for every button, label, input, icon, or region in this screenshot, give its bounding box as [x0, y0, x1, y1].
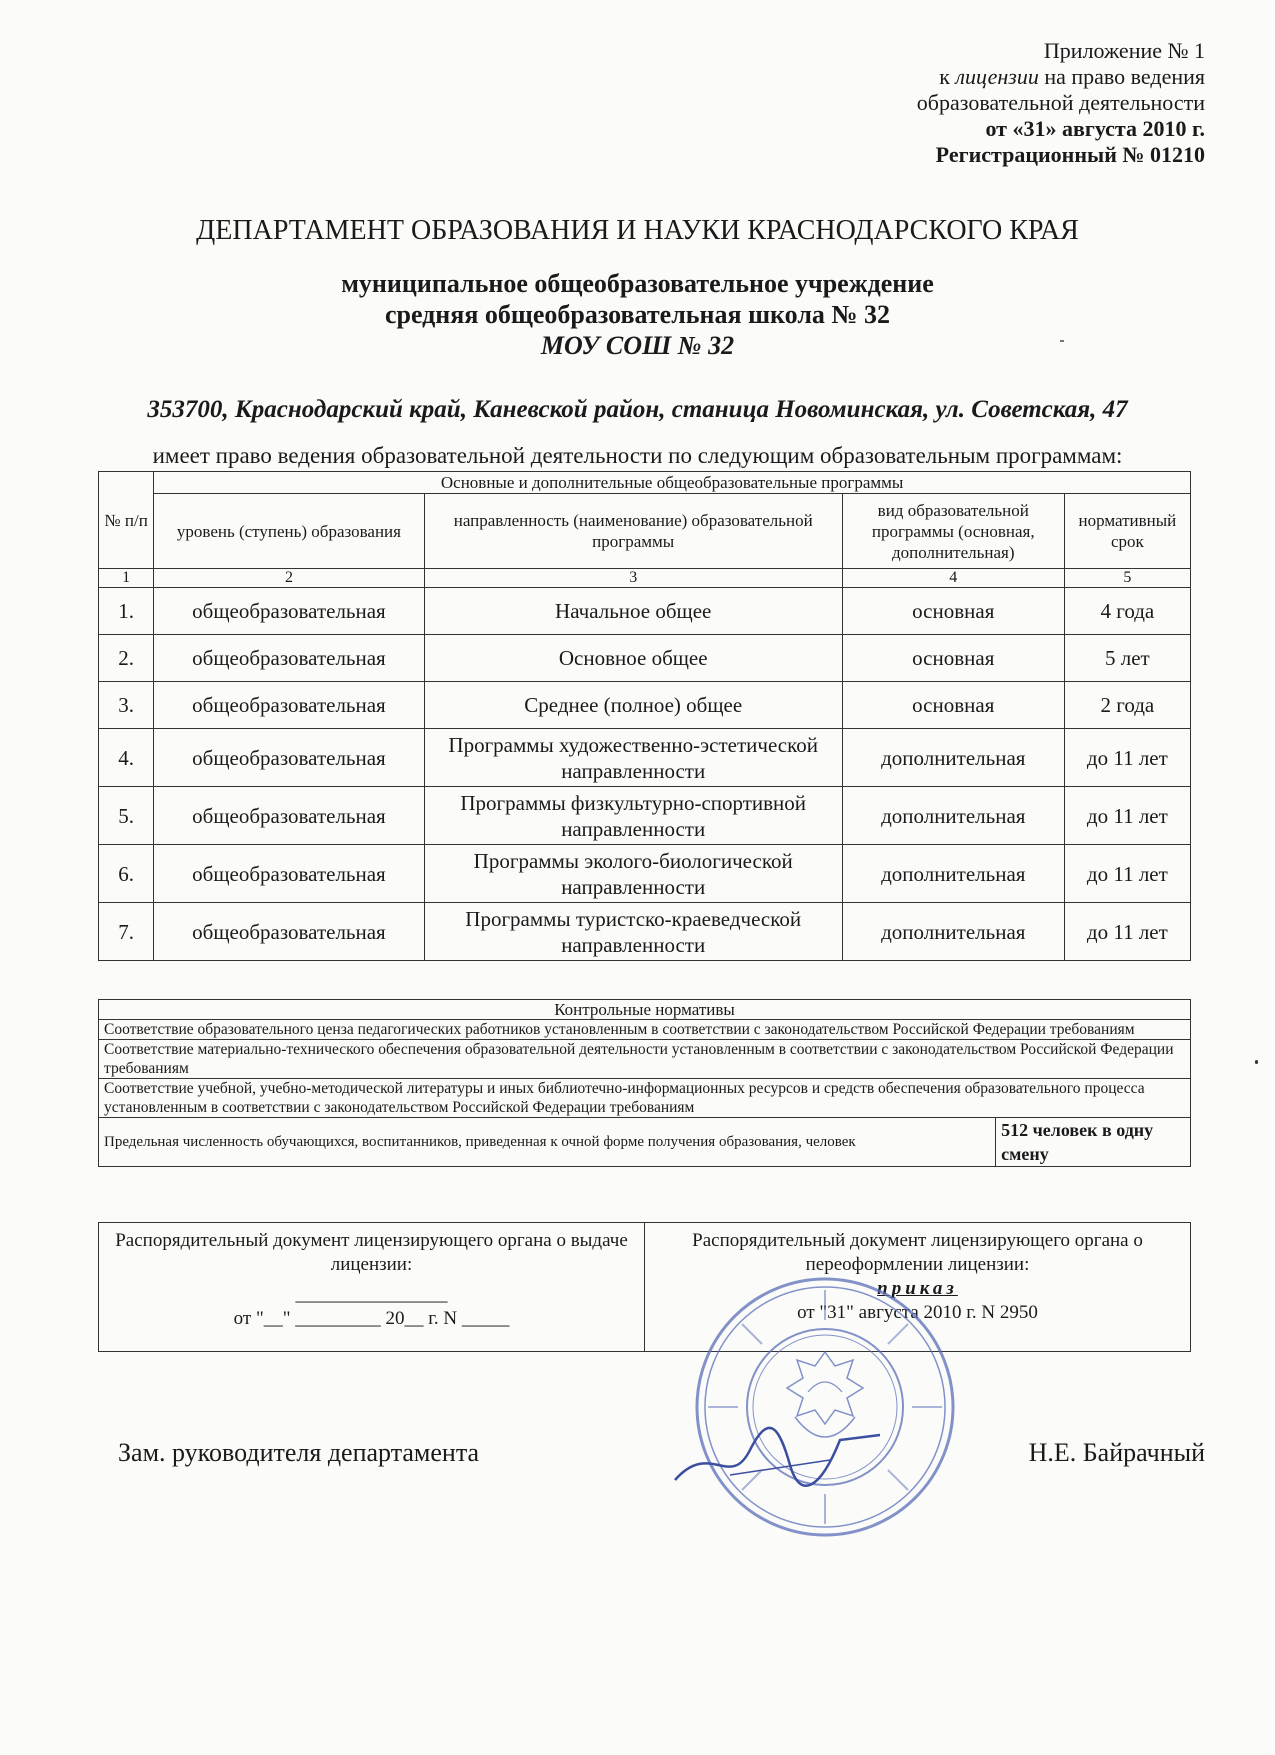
row-type: дополнительная — [842, 729, 1064, 787]
row-direction: Программы физкультурно-спортивной направленности — [424, 787, 842, 845]
row-term: 4 года — [1064, 588, 1190, 635]
official-seal-stamp — [690, 1272, 960, 1542]
column-header-direction: направленность (наименование) образовательной программы — [424, 494, 842, 569]
organization-address: 353700, Краснодарский край, Каневской район, станица Новоминская, ул. Советская, 47 — [147, 396, 1128, 423]
appendix-reference — [685, 38, 1205, 168]
row-type: основная — [842, 588, 1064, 635]
control-norms-header: Контрольные нормативы — [99, 1000, 1191, 1020]
row-type: дополнительная — [842, 845, 1064, 903]
row-term: 5 лет — [1064, 635, 1190, 682]
programs-group-header: Основные и дополнительные общеобразовательные программы — [154, 472, 1191, 494]
row-level: общеобразовательная — [154, 635, 424, 682]
row-number: 7. — [99, 903, 154, 961]
row-number: 5. — [99, 787, 154, 845]
row-direction: Основное общее — [424, 635, 842, 682]
row-number: 3. — [99, 682, 154, 729]
capacity-value: 512 человек в одну смену — [996, 1118, 1191, 1167]
control-norm-item: Соответствие образовательного ценза педагогических работников установленным в соответствии с законодательством Российской Федерации требованиям — [99, 1020, 1191, 1040]
row-type: основная — [842, 682, 1064, 729]
row-term: до 11 лет — [1064, 845, 1190, 903]
handwritten-signature — [670, 1420, 890, 1500]
department-title: ДЕПАРТАМЕНТ ОБРАЗОВАНИЯ И НАУКИ КРАСНОДАРСКОГО КРАЯ — [196, 215, 1079, 246]
column-number: 5 — [1064, 569, 1190, 588]
appendix-activity-line: образовательной деятельности — [916, 90, 1205, 115]
row-number: 6. — [99, 845, 154, 903]
row-number: 2. — [99, 635, 154, 682]
control-norm-item: Соответствие учебной, учебно-методической литературы и иных библиотечно-информационных ресурсов и средств обеспечения образовательного процесса установленным в соответствии с законодательством Российской Федерации требованиям — [99, 1079, 1191, 1118]
appendix-registration: Регистрационный № 01210 — [935, 142, 1205, 167]
capacity-label: Предельная численность обучающихся, воспитанников, приведенная к очной форме получения образования, человек — [99, 1118, 996, 1167]
issue-document-blank: ________________ — [295, 1284, 448, 1305]
column-header-term: нормативный срок — [1064, 494, 1190, 569]
column-number: 1 — [99, 569, 154, 588]
scan-speck — [1060, 340, 1064, 342]
control-norms-table — [98, 999, 1191, 1167]
documents-table — [98, 1222, 1191, 1352]
programs-table — [98, 471, 1191, 961]
table-row — [99, 903, 1191, 961]
row-level: общеобразовательная — [154, 682, 424, 729]
row-level: общеобразовательная — [154, 588, 424, 635]
column-number-row — [99, 569, 1191, 588]
row-type: дополнительная — [842, 787, 1064, 845]
appendix-date: от «31» августа 2010 г. — [985, 116, 1205, 141]
column-header-type: вид образовательной программы (основная, дополнительная) — [842, 494, 1064, 569]
intro-text: имеет право ведения образовательной деятельности по следующим образовательным программам: — [152, 443, 1123, 468]
signatory-name: Н.Е. Байрачный — [1028, 1438, 1205, 1467]
row-level: общеобразовательная — [154, 903, 424, 961]
table-row — [99, 729, 1191, 787]
column-number: 3 — [424, 569, 842, 588]
table-row — [99, 635, 1191, 682]
row-term: до 11 лет — [1064, 903, 1190, 961]
column-header-number: № п/п — [99, 472, 154, 569]
row-direction: Программы эколого-биологической направленности — [424, 845, 842, 903]
reissue-document-date: от "31" августа 2010 г. N 2950 — [797, 1302, 1038, 1323]
row-type: основная — [842, 635, 1064, 682]
row-type: дополнительная — [842, 903, 1064, 961]
row-direction: Среднее (полное) общее — [424, 682, 842, 729]
row-number: 4. — [99, 729, 154, 787]
organization-type: муниципальное общеобразовательное учреждение — [341, 269, 934, 298]
row-number: 1. — [99, 588, 154, 635]
column-header-level: уровень (ступень) образования — [154, 494, 424, 569]
reissue-document-kind: приказ — [877, 1278, 958, 1299]
row-direction: Начальное общее — [424, 588, 842, 635]
issue-document-title: Распорядительный документ лицензирующего органа о выдаче лицензии: — [115, 1230, 628, 1275]
row-term: до 11 лет — [1064, 729, 1190, 787]
row-direction: Программы художественно-эстетической направленности — [424, 729, 842, 787]
scan-speck — [1255, 1060, 1258, 1064]
row-level: общеобразовательная — [154, 787, 424, 845]
organization-abbr: МОУ СОШ № 32 — [540, 331, 735, 360]
organization-school: средняя общеобразовательная школа № 32 — [384, 300, 891, 329]
row-term: 2 года — [1064, 682, 1190, 729]
row-term: до 11 лет — [1064, 787, 1190, 845]
row-level: общеобразовательная — [154, 729, 424, 787]
row-level: общеобразовательная — [154, 845, 424, 903]
appendix-number: Приложение № 1 — [1043, 38, 1205, 63]
issue-document-cell — [99, 1223, 645, 1352]
signatory-position: Зам. руководителя департамента — [118, 1438, 480, 1467]
organization-name — [0, 268, 1275, 361]
column-number: 4 — [842, 569, 1064, 588]
table-row — [99, 845, 1191, 903]
appendix-license-line: к лицензии на право ведения — [939, 64, 1205, 89]
table-row — [99, 787, 1191, 845]
reissue-document-title: Распорядительный документ лицензирующего органа о переоформлении лицензии: — [692, 1230, 1143, 1275]
row-direction: Программы туристско-краеведческой направленности — [424, 903, 842, 961]
issue-document-date: от "__" _________ 20__ г. N _____ — [233, 1308, 510, 1329]
table-row — [99, 588, 1191, 635]
column-number: 2 — [154, 569, 424, 588]
table-row — [99, 682, 1191, 729]
control-norm-item: Соответствие материально-технического обеспечения образовательной деятельности установленным в соответствии с законодательством Российской Федерации требованиям — [99, 1040, 1191, 1079]
